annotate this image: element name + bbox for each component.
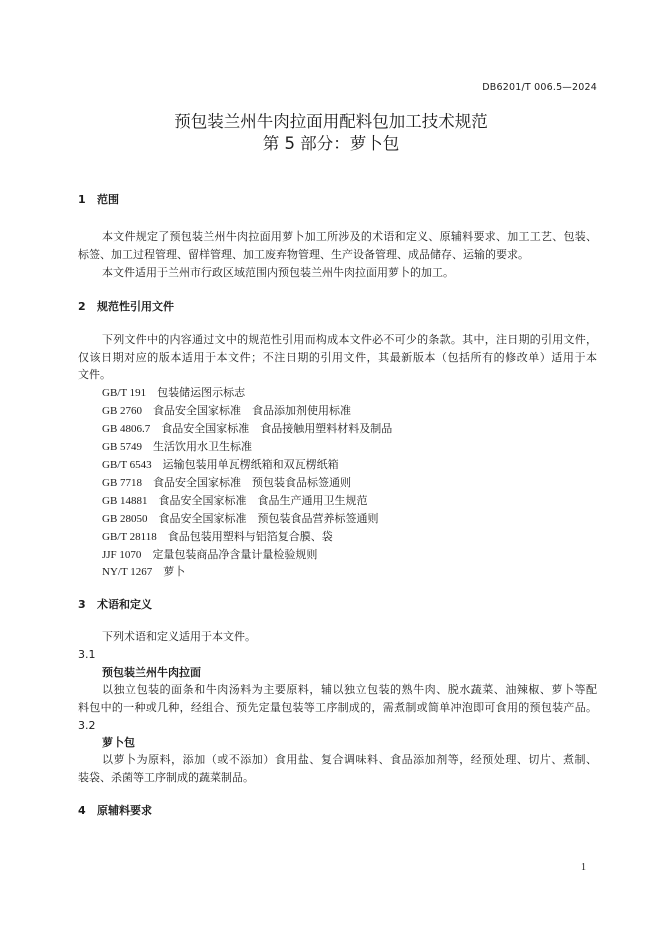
reference-title: 食品安全国家标准 预包装食品标签通则 (153, 477, 352, 489)
document-part-title: 第 5 部分：萝卜包 (262, 134, 400, 153)
section-number: 3 (78, 598, 86, 611)
paragraph-line: 下列术语和定义适用于本文件。 (102, 631, 256, 643)
definition-line: 装袋、杀菌等工序制成的蔬菜制品。 (78, 772, 254, 784)
standard-code: DB6201/T 006.5—2024 (482, 82, 597, 93)
reference-code: GB 28050 (102, 513, 148, 525)
paragraph-line: 标签、加工过程管理、留样管理、加工废弃物管理、生产设备管理、成品储存、运输的要求。 (78, 249, 529, 261)
paragraph-line: 本文件规定了预包装兰州牛肉拉面用萝卜加工所涉及的术语和定义、原辅料要求、加工工艺、包装、 (102, 231, 597, 243)
section-title: 术语和定义 (97, 598, 152, 611)
reference-title: 食品安全国家标准 食品生产通用卫生规范 (158, 495, 368, 507)
reference-item (102, 548, 317, 562)
paragraph-line: 文件。 (78, 369, 111, 381)
section-heading (78, 598, 152, 612)
reference-item (102, 512, 379, 526)
reference-code: GB/T 191 (102, 387, 147, 399)
paragraph-line: 下列文件中的内容通过文中的规范性引用而构成本文件必不可少的条款。其中，注日期的引用文件， (102, 334, 597, 346)
reference-item (102, 494, 368, 508)
reference-code: GB 2760 (102, 405, 143, 417)
document-title: 预包装兰州牛肉拉面用配料包加工技术规范 (174, 112, 488, 131)
reference-code: GB 7718 (102, 477, 143, 489)
reference-item (102, 440, 252, 454)
section-title: 原辅料要求 (97, 804, 152, 817)
reference-code: JJF 1070 (102, 549, 142, 561)
reference-code: GB 5749 (102, 441, 143, 453)
reference-title: 食品安全国家标准 食品接触用塑料材料及制品 (161, 423, 393, 435)
reference-title: 运输包装用单瓦楞纸箱和双瓦楞纸箱 (162, 459, 339, 471)
reference-title: 食品包装用塑料与铝箔复合膜、袋 (167, 531, 333, 543)
section-number: 1 (78, 193, 86, 206)
definition-line: 料包中的一种或几种，经组合、预先定量包装等工序制成的，需煮制或简单冲泡即可食用的预包装产品。 (78, 702, 597, 714)
reference-item (102, 404, 351, 418)
reference-code: GB 14881 (102, 495, 148, 507)
paragraph-line: 仅该日期对应的版本适用于本文件；不注日期的引用文件，其最新版本（包括所有的修改单）适用于本 (78, 352, 597, 364)
section-heading (78, 804, 152, 818)
reference-item (102, 476, 351, 490)
reference-title: 生活饮用水卫生标准 (153, 441, 253, 453)
reference-item (102, 458, 339, 472)
section-number: 4 (78, 804, 86, 817)
page-number: 1 (581, 862, 586, 873)
reference-item (102, 386, 245, 400)
reference-item (102, 530, 333, 544)
definition-line: 以萝卜为原料，添加（或不添加）食用盐、复合调味料、食品添加剂等，经预处理、切片、煮制、 (102, 754, 597, 766)
term-name: 预包装兰州牛肉拉面 (102, 666, 201, 679)
reference-title: 食品安全国家标准 食品添加剂使用标准 (153, 405, 352, 417)
reference-title: 食品安全国家标准 预包装食品营养标签通则 (158, 513, 379, 525)
reference-item (102, 422, 392, 436)
reference-code: GB/T 28118 (102, 531, 157, 543)
reference-code: NY/T 1267 (102, 566, 153, 578)
section-title: 范围 (97, 193, 119, 206)
section-heading (78, 300, 174, 314)
reference-code: GB 4806.7 (102, 423, 151, 435)
section-heading (78, 193, 119, 207)
term-name: 萝卜包 (102, 736, 135, 749)
section-number: 2 (78, 300, 86, 313)
definition-line: 以独立包装的面条和牛肉汤料为主要原料，辅以独立包装的熟牛肉、脱水蔬菜、油辣椒、萝卜等配 (102, 684, 597, 696)
reference-title: 包装储运图示标志 (157, 387, 246, 399)
term-number: 3.1 (78, 648, 96, 661)
reference-code: GB/T 6543 (102, 459, 152, 471)
section-title: 规范性引用文件 (97, 300, 174, 313)
paragraph-line: 本文件适用于兰州市行政区域范围内预包装兰州牛肉拉面用萝卜的加工。 (102, 267, 454, 279)
reference-title: 定量包装商品净含量计量检验规则 (152, 549, 318, 561)
reference-title: 萝卜 (163, 566, 186, 578)
reference-item (102, 565, 185, 579)
term-number: 3.2 (78, 719, 96, 732)
